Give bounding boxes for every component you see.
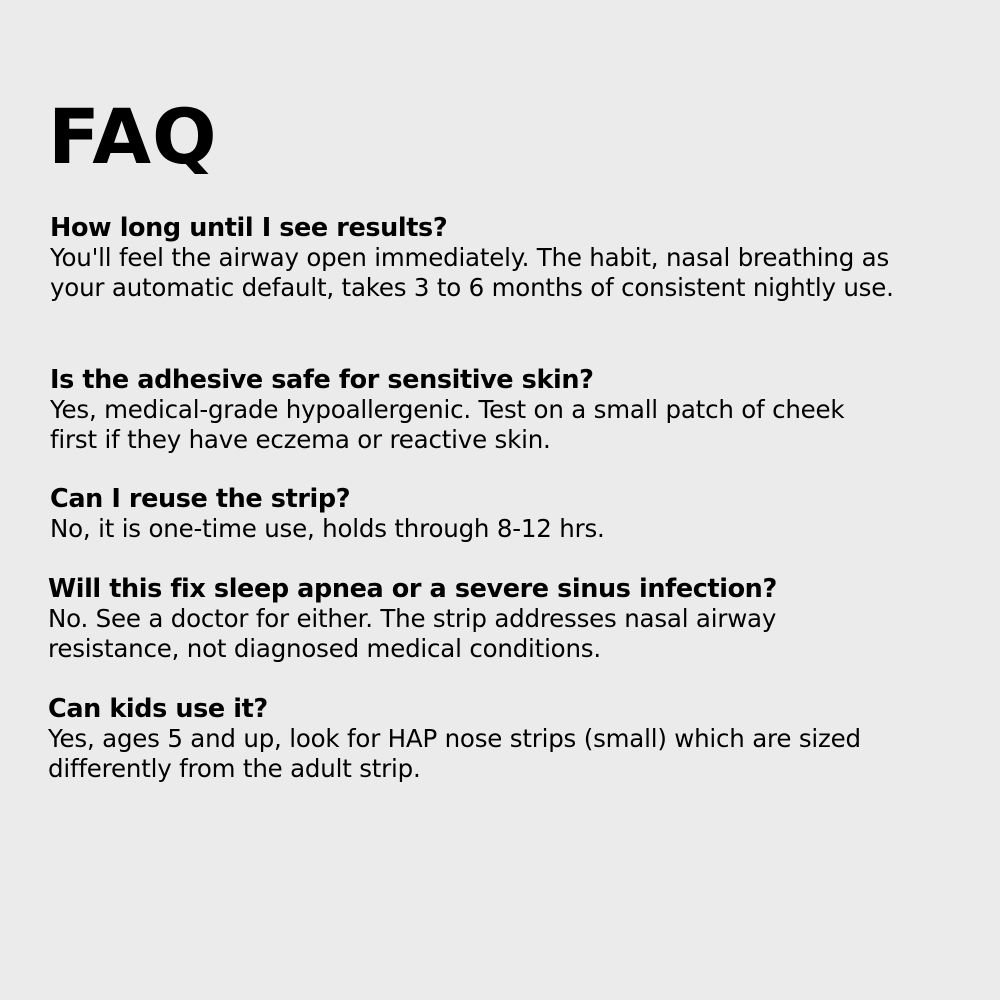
page-title: FAQ (48, 92, 218, 181)
faq-item (50, 484, 950, 544)
faq-answer: No. See a doctor for either. The strip addresses nasal airway resistance, not diagnosed medical conditions. (48, 604, 777, 663)
faq-question: How long until I see results? (50, 213, 448, 243)
faq-item (50, 213, 940, 303)
faq-question: Can kids use it? (48, 694, 268, 724)
faq-item (48, 574, 878, 664)
faq-question: Will this fix sleep apnea or a severe sinus infection? (48, 574, 777, 604)
faq-answer: No, it is one-time use, holds through 8-12 hrs. (50, 514, 605, 543)
faq-answer: Yes, ages 5 and up, look for HAP nose strips (small) which are sized differently from the adult strip. (48, 724, 861, 783)
faq-item (50, 365, 870, 455)
faq-question: Can I reuse the strip? (50, 484, 351, 514)
faq-question: Is the adhesive safe for sensitive skin? (50, 365, 594, 395)
faq-answer: You'll feel the airway open immediately. The habit, nasal breathing as your automatic default, takes 3 to 6 months of consistent nightly use. (50, 243, 894, 302)
faq-answer: Yes, medical-grade hypoallergenic. Test on a small patch of cheek first if they have eczema or reactive skin. (50, 395, 845, 454)
faq-item (48, 694, 953, 784)
